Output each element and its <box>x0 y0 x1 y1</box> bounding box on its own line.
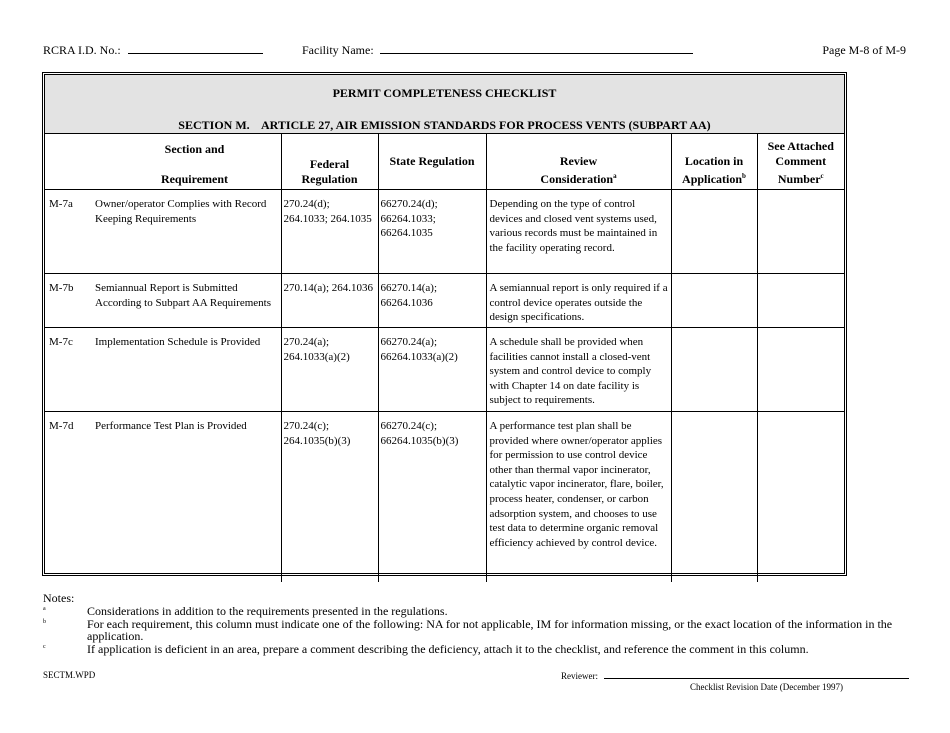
note-a: a Considerations in addition to the requirements presented in the regulations. <box>43 604 448 618</box>
note-c: c If application is deficient in an area, prepare a comment describing the deficiency, attach it to the checklist, and reference the comment in this column. <box>43 641 809 656</box>
row-comment-cell[interactable] <box>757 328 844 412</box>
rcra-id-field <box>43 43 263 58</box>
col-section-requirement: Section and Requirement <box>45 134 281 190</box>
section-label: SECTION M. <box>178 118 250 132</box>
col-state-regulation: State Regulation <box>378 134 486 190</box>
note-b: b For each requirement, this column must indicate one of the following: NA for not applicable, IM for information missing, or the exact location of the information in the application. <box>43 616 893 643</box>
row-id: M-7b <box>49 282 74 294</box>
table-row <box>45 328 844 412</box>
row-location-cell[interactable] <box>671 412 757 582</box>
row-location-cell[interactable] <box>671 274 757 328</box>
row-comment-cell[interactable] <box>757 190 844 274</box>
checklist-frame <box>42 72 847 576</box>
table-row <box>45 190 844 274</box>
table-row <box>45 274 844 328</box>
row-federal: 270.24(d); 264.1033; 264.1035 <box>281 190 378 274</box>
page-number: Page M-8 of M-9 <box>822 43 906 57</box>
row-state: 66270.14(a); 66264.1036 <box>378 274 486 328</box>
checklist-table <box>45 133 844 582</box>
row-id: M-7d <box>49 420 74 432</box>
row-location-cell[interactable] <box>671 328 757 412</box>
row-review: Depending on the type of control devices and closed vent systems used, various records must be maintained in the facility operating record. <box>486 190 671 274</box>
row-federal: 270.24(c); 264.1035(b)(3) <box>281 412 378 582</box>
section-title: ARTICLE 27, AIR EMISSION STANDARDS FOR PROCESS VENTS (SUBPART AA) <box>260 118 711 132</box>
row-review: A performance test plan shall be provided where owner/operator applies for permission to use control device other than thermal vapor incinerator, catalytic vapor incinerator, flare, boiler, process heater, condenser, or carbon adsorption system, and chooses to use test data to determine organic removal efficiency achieved by control device. <box>486 412 671 582</box>
facility-name-label: Facility Name: <box>302 43 374 57</box>
row-location-cell[interactable] <box>671 190 757 274</box>
reviewer-field <box>561 670 909 681</box>
row-review: A schedule shall be provided when facilities cannot install a closed-vent system and control device to comply with Chapter 14 on date facility is subject to requirements. <box>486 328 671 412</box>
notes-section <box>43 592 893 655</box>
row-id: M-7c <box>49 336 73 348</box>
facility-name-field <box>302 43 693 58</box>
row-federal: 270.14(a); 264.1036 <box>281 274 378 328</box>
notes-heading: Notes: <box>43 591 75 605</box>
section-heading <box>45 118 844 133</box>
col-comment-number: See Attached Comment Number$^c$ <box>757 134 844 190</box>
row-id: M-7a <box>49 198 73 210</box>
checklist-title: PERMIT COMPLETENESS CHECKLIST <box>332 86 557 100</box>
row-comment-cell[interactable] <box>757 412 844 582</box>
row-federal: 270.24(a); 264.1033(a)(2) <box>281 328 378 412</box>
row-state: 66270.24(a); 66264.1033(a)(2) <box>378 328 486 412</box>
title-box <box>45 75 844 134</box>
row-review: A semiannual report is only required if a control device operates outside the design specifications. <box>486 274 671 328</box>
table-header-row <box>45 134 844 190</box>
rcra-id-blank <box>128 43 263 54</box>
row-state: 66270.24(d); 66264.1033; 66264.1035 <box>378 190 486 274</box>
reviewer-blank <box>604 670 909 679</box>
table-row <box>45 412 844 582</box>
col-location-in-application: Location in Application$^b$ <box>671 134 757 190</box>
file-name: SECTM.WPD <box>43 670 96 680</box>
row-requirement: Owner/operator Complies with Record Keeping Requirements <box>95 198 267 225</box>
reviewer-label: Reviewer: <box>561 671 598 681</box>
row-requirement: Semiannual Report is Submitted According to Subpart AA Requirements <box>95 282 271 309</box>
revision-date: Checklist Revision Date (December 1997) <box>690 682 843 692</box>
col-federal-regulation: Federal Regulation <box>281 134 378 190</box>
rcra-id-label: RCRA I.D. No.: <box>43 43 121 57</box>
col-review-consideration: Review Consideration$^a$ <box>486 134 671 190</box>
row-state: 66270.24(c); 66264.1035(b)(3) <box>378 412 486 582</box>
row-requirement: Implementation Schedule is Provided <box>95 336 261 348</box>
facility-name-blank <box>380 43 693 54</box>
row-requirement: Performance Test Plan is Provided <box>95 420 247 432</box>
row-comment-cell[interactable] <box>757 274 844 328</box>
